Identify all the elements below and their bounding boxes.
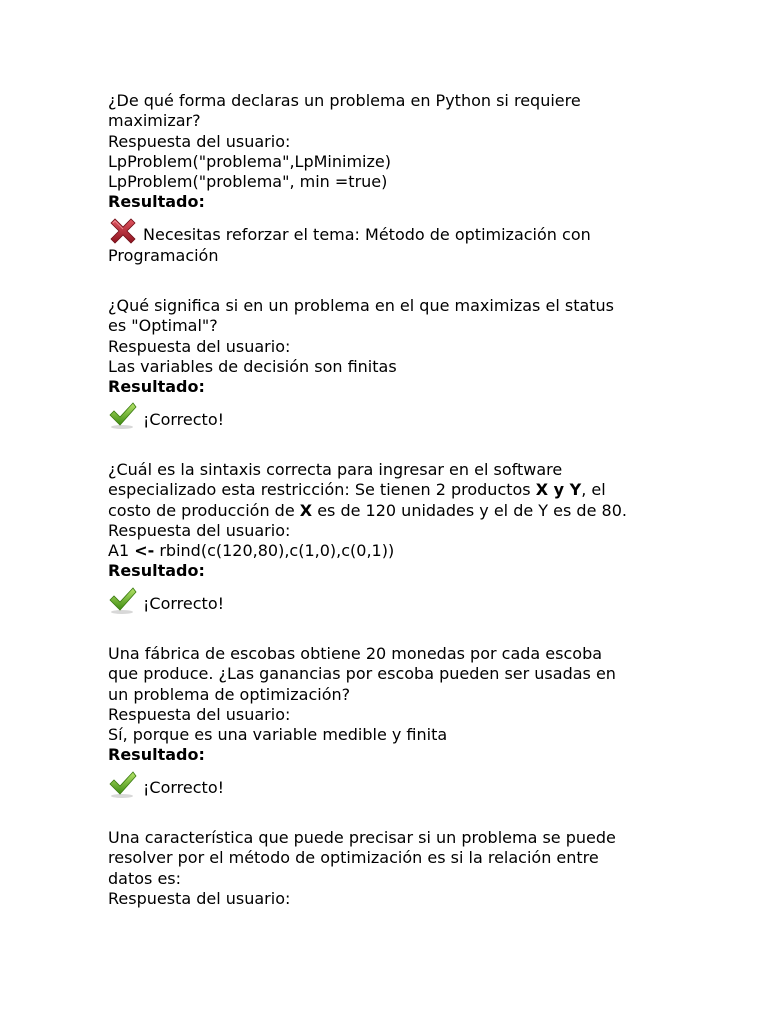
question-text: Una característica que puede precisar si un problema se puede bbox=[108, 828, 616, 847]
result-message: ¡Correcto! bbox=[143, 410, 225, 430]
response-label: Respuesta del usuario: bbox=[108, 520, 291, 540]
result-label: Resultado: bbox=[108, 745, 205, 765]
question-text: datos es: bbox=[108, 868, 182, 888]
response-label: Respuesta del usuario: bbox=[108, 131, 291, 151]
result-label: Resultado: bbox=[108, 561, 205, 581]
red-x-icon bbox=[108, 216, 138, 246]
result-row bbox=[108, 216, 708, 246]
user-answer: A1 <- rbind(c(120,80),c(1,0),c(0,1)) bbox=[108, 541, 395, 561]
result-row bbox=[108, 400, 708, 430]
response-label: Respuesta del usuario: bbox=[108, 704, 291, 724]
question-text: resolver por el método de optimización es si la relación entre bbox=[108, 848, 599, 868]
result-label: Resultado: bbox=[108, 192, 205, 212]
question-text: costo de producción de X es de 120 unidades y el de Y es de 80. bbox=[108, 500, 627, 520]
question-text: ¿Qué significa si en un problema en el que maximizas el status bbox=[108, 296, 615, 315]
response-label: Respuesta del usuario: bbox=[108, 888, 291, 908]
question-text: ¿Cuál es la sintaxis correcta para ingresar en el software bbox=[108, 460, 563, 479]
result-message: Necesitas reforzar el tema: Método de optimización con bbox=[143, 225, 591, 245]
question-4 bbox=[108, 644, 708, 799]
user-answer: Sí, porque es una variable medible y finita bbox=[108, 725, 448, 745]
question-text: Una fábrica de escobas obtiene 20 monedas por cada escoba bbox=[108, 644, 603, 663]
result-label: Resultado: bbox=[108, 377, 205, 397]
question-text: maximizar? bbox=[108, 111, 201, 131]
question-text: que produce. ¿Las ganancias por escoba pueden ser usadas en bbox=[108, 664, 616, 684]
question-text: es "Optimal"? bbox=[108, 316, 218, 336]
result-row bbox=[108, 585, 708, 615]
question-2 bbox=[108, 296, 708, 430]
question-3 bbox=[108, 460, 708, 615]
question-1 bbox=[108, 91, 708, 266]
question-5 bbox=[108, 828, 708, 909]
result-message: Programación bbox=[108, 245, 219, 265]
result-message: ¡Correcto! bbox=[143, 778, 225, 798]
user-answer: Las variables de decisión son finitas bbox=[108, 356, 397, 376]
user-answer: LpProblem("problema",LpMinimize) bbox=[108, 151, 391, 171]
green-check-icon bbox=[108, 769, 138, 799]
green-check-icon bbox=[108, 585, 138, 615]
result-message: ¡Correcto! bbox=[143, 594, 225, 614]
question-text: especializado esta restricción: Se tienen 2 productos X y Y, el bbox=[108, 480, 606, 500]
response-label: Respuesta del usuario: bbox=[108, 336, 291, 356]
question-text: ¿De qué forma declaras un problema en Python si requiere bbox=[108, 91, 581, 110]
question-text: un problema de optimización? bbox=[108, 684, 351, 704]
user-answer: LpProblem("problema", min =true) bbox=[108, 172, 388, 192]
result-row bbox=[108, 769, 708, 799]
green-check-icon bbox=[108, 400, 138, 430]
